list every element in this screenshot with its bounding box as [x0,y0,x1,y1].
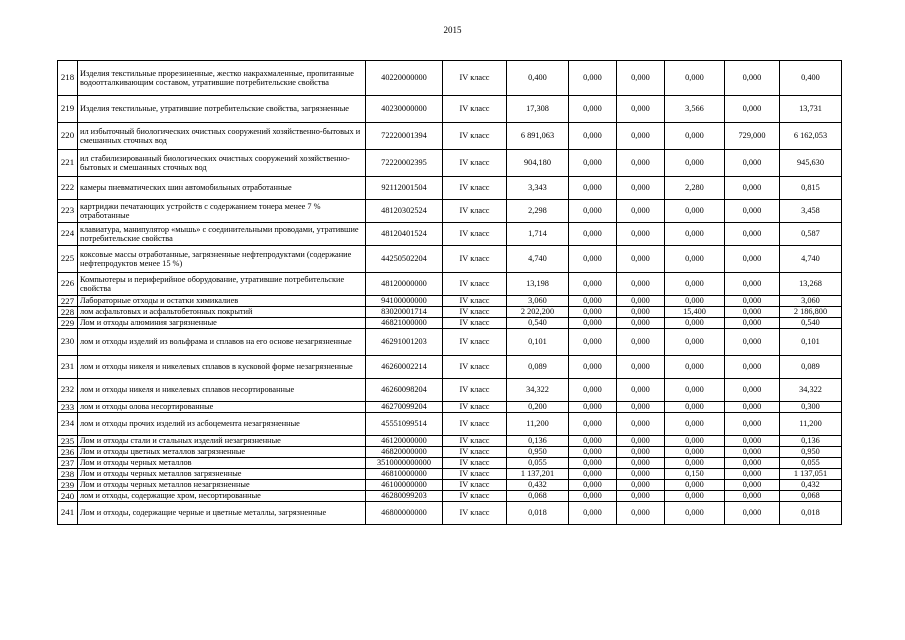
value-cell-5: 0,000 [725,329,780,356]
row-number-cell: 240 [58,491,78,502]
value-cell-3: 0,000 [617,150,665,177]
row-number-cell: 225 [58,246,78,273]
value-cell-4: 0,000 [665,329,725,356]
table-row [58,458,842,469]
row-number-cell: 238 [58,469,78,480]
value-cell-4: 0,000 [665,246,725,273]
waste-table [57,60,842,525]
value-cell-2: 0,000 [569,356,617,379]
value-cell-2: 0,000 [569,402,617,413]
fkko-code-cell: 48120401524 [366,223,443,246]
waste-name-cell: лом и отходы олова несортированные [78,402,366,413]
value-cell-3: 0,000 [617,329,665,356]
fkko-code-cell: 46270099204 [366,402,443,413]
value-cell-6: 4,740 [780,246,842,273]
value-cell-1: 3,343 [507,177,569,200]
hazard-class-cell: IV класс [443,177,507,200]
value-cell-1: 0,136 [507,436,569,447]
waste-name-cell: лом асфальтовых и асфальтобетонных покрытий [78,307,366,318]
waste-name-cell: лом и отходы никеля и никелевых сплавов в кусковой форме незагрязненные [78,356,366,379]
hazard-class-cell: IV класс [443,502,507,525]
value-cell-6: 13,731 [780,96,842,123]
value-cell-5: 0,000 [725,379,780,402]
fkko-code-cell: 40220000000 [366,61,443,96]
value-cell-1: 0,101 [507,329,569,356]
row-number-cell: 222 [58,177,78,200]
value-cell-1: 34,322 [507,379,569,402]
hazard-class-cell: IV класс [443,123,507,150]
row-number-cell: 239 [58,480,78,491]
value-cell-4: 15,400 [665,307,725,318]
value-cell-2: 0,000 [569,246,617,273]
value-cell-1: 6 891,063 [507,123,569,150]
value-cell-4: 0,000 [665,123,725,150]
value-cell-5: 0,000 [725,447,780,458]
value-cell-2: 0,000 [569,150,617,177]
fkko-code-cell: 46100000000 [366,480,443,491]
value-cell-3: 0,000 [617,273,665,296]
hazard-class-cell: IV класс [443,458,507,469]
hazard-class-cell: IV класс [443,96,507,123]
value-cell-5: 0,000 [725,273,780,296]
value-cell-1: 0,200 [507,402,569,413]
table-row [58,200,842,223]
value-cell-1: 1 137,201 [507,469,569,480]
value-cell-6: 13,268 [780,273,842,296]
waste-name-cell: Лом и отходы черных металлов загрязненные [78,469,366,480]
value-cell-2: 0,000 [569,123,617,150]
value-cell-5: 0,000 [725,177,780,200]
value-cell-3: 0,000 [617,296,665,307]
value-cell-2: 0,000 [569,469,617,480]
value-cell-5: 0,000 [725,356,780,379]
value-cell-6: 0,101 [780,329,842,356]
value-cell-6: 0,815 [780,177,842,200]
value-cell-6: 0,400 [780,61,842,96]
value-cell-1: 2 202,200 [507,307,569,318]
value-cell-3: 0,000 [617,469,665,480]
value-cell-4: 0,000 [665,436,725,447]
fkko-code-cell: 46800000000 [366,502,443,525]
value-cell-6: 0,950 [780,447,842,458]
hazard-class-cell: IV класс [443,150,507,177]
value-cell-5: 0,000 [725,502,780,525]
value-cell-4: 0,000 [665,296,725,307]
value-cell-4: 0,000 [665,318,725,329]
table-body [58,61,842,525]
hazard-class-cell: IV класс [443,413,507,436]
fkko-code-cell: 94100000000 [366,296,443,307]
row-number-cell: 230 [58,329,78,356]
value-cell-3: 0,000 [617,223,665,246]
row-number-cell: 237 [58,458,78,469]
value-cell-5: 0,000 [725,296,780,307]
value-cell-1: 0,400 [507,61,569,96]
table-row [58,402,842,413]
value-cell-5: 0,000 [725,223,780,246]
value-cell-1: 11,200 [507,413,569,436]
hazard-class-cell: IV класс [443,447,507,458]
table-row [58,329,842,356]
hazard-class-cell: IV класс [443,436,507,447]
fkko-code-cell: 45551099514 [366,413,443,436]
value-cell-4: 0,000 [665,458,725,469]
row-number-cell: 228 [58,307,78,318]
row-number-cell: 234 [58,413,78,436]
value-cell-2: 0,000 [569,447,617,458]
waste-name-cell: лом и отходы прочих изделий из асбоцемента незагрязненные [78,413,366,436]
value-cell-2: 0,000 [569,413,617,436]
value-cell-1: 17,308 [507,96,569,123]
value-cell-6: 0,018 [780,502,842,525]
fkko-code-cell: 3510000000000 [366,458,443,469]
value-cell-2: 0,000 [569,480,617,491]
value-cell-6: 945,630 [780,150,842,177]
row-number-cell: 223 [58,200,78,223]
value-cell-5: 0,000 [725,61,780,96]
table-row [58,480,842,491]
value-cell-6: 3,458 [780,200,842,223]
waste-name-cell: Лом и отходы черных металлов [78,458,366,469]
value-cell-6: 0,055 [780,458,842,469]
page-number: 2015 [443,25,462,35]
table-row [58,379,842,402]
table-row [58,356,842,379]
value-cell-2: 0,000 [569,273,617,296]
table-row [58,447,842,458]
fkko-code-cell: 48120302524 [366,200,443,223]
waste-name-cell: Изделия текстильные, утратившие потребительские свойства, загрязненные [78,96,366,123]
fkko-code-cell: 72220002395 [366,150,443,177]
table-row [58,307,842,318]
row-number-cell: 218 [58,61,78,96]
row-number-cell: 229 [58,318,78,329]
fkko-code-cell: 44250502204 [366,246,443,273]
table-row [58,318,842,329]
fkko-code-cell: 72220001394 [366,123,443,150]
table-row [58,150,842,177]
value-cell-1: 0,540 [507,318,569,329]
value-cell-2: 0,000 [569,296,617,307]
value-cell-4: 0,000 [665,402,725,413]
value-cell-1: 0,055 [507,458,569,469]
value-cell-1: 4,740 [507,246,569,273]
value-cell-3: 0,000 [617,379,665,402]
value-cell-3: 0,000 [617,502,665,525]
waste-name-cell: Лом и отходы цветных металлов загрязненные [78,447,366,458]
value-cell-3: 0,000 [617,246,665,273]
table-row [58,177,842,200]
hazard-class-cell: IV класс [443,480,507,491]
value-cell-5: 0,000 [725,458,780,469]
value-cell-4: 0,000 [665,480,725,491]
value-cell-3: 0,000 [617,413,665,436]
value-cell-1: 0,950 [507,447,569,458]
table-row [58,296,842,307]
value-cell-4: 0,000 [665,356,725,379]
fkko-code-cell: 46260098204 [366,379,443,402]
value-cell-5: 0,000 [725,318,780,329]
hazard-class-cell: IV класс [443,246,507,273]
value-cell-4: 0,000 [665,273,725,296]
hazard-class-cell: IV класс [443,296,507,307]
value-cell-2: 0,000 [569,96,617,123]
waste-name-cell: Лом и отходы черных металлов незагрязненные [78,480,366,491]
value-cell-3: 0,000 [617,356,665,379]
value-cell-3: 0,000 [617,480,665,491]
table-row [58,491,842,502]
value-cell-1: 1,714 [507,223,569,246]
value-cell-6: 6 162,053 [780,123,842,150]
value-cell-6: 11,200 [780,413,842,436]
hazard-class-cell: IV класс [443,273,507,296]
value-cell-2: 0,000 [569,436,617,447]
table-row [58,413,842,436]
value-cell-4: 0,000 [665,379,725,402]
table-row [58,436,842,447]
value-cell-5: 729,000 [725,123,780,150]
table-row [58,502,842,525]
value-cell-4: 0,000 [665,223,725,246]
value-cell-5: 0,000 [725,96,780,123]
value-cell-4: 0,000 [665,502,725,525]
hazard-class-cell: IV класс [443,379,507,402]
value-cell-4: 0,000 [665,447,725,458]
waste-name-cell: лом и отходы изделий из вольфрама и сплавов на его основе незагрязненные [78,329,366,356]
row-number-cell: 236 [58,447,78,458]
hazard-class-cell: IV класс [443,223,507,246]
value-cell-4: 0,000 [665,200,725,223]
fkko-code-cell: 48120000000 [366,273,443,296]
value-cell-4: 0,150 [665,469,725,480]
value-cell-3: 0,000 [617,458,665,469]
value-cell-6: 0,587 [780,223,842,246]
value-cell-5: 0,000 [725,150,780,177]
row-number-cell: 219 [58,96,78,123]
value-cell-4: 0,000 [665,150,725,177]
waste-name-cell: коксовые массы отработанные, загрязненные нефтепродуктами (содержание нефтепродуктов менее 15 %) [78,246,366,273]
waste-name-cell: камеры пневматических шин автомобильных отработанные [78,177,366,200]
value-cell-2: 0,000 [569,318,617,329]
value-cell-4: 0,000 [665,491,725,502]
fkko-code-cell: 46810000000 [366,469,443,480]
waste-name-cell: лом и отходы, содержащие хром, несортированные [78,491,366,502]
value-cell-5: 0,000 [725,402,780,413]
value-cell-2: 0,000 [569,458,617,469]
value-cell-1: 0,432 [507,480,569,491]
waste-name-cell: ил избыточный биологических очистных сооружений хозяйственно-бытовых и смешанных сточных вод [78,123,366,150]
value-cell-3: 0,000 [617,307,665,318]
row-number-cell: 241 [58,502,78,525]
hazard-class-cell: IV класс [443,61,507,96]
value-cell-3: 0,000 [617,436,665,447]
fkko-code-cell: 92112001504 [366,177,443,200]
value-cell-1: 0,018 [507,502,569,525]
hazard-class-cell: IV класс [443,491,507,502]
row-number-cell: 231 [58,356,78,379]
value-cell-2: 0,000 [569,200,617,223]
hazard-class-cell: IV класс [443,402,507,413]
table-row [58,123,842,150]
fkko-code-cell: 46120000000 [366,436,443,447]
waste-name-cell: Компьютеры и периферийное оборудование, утратившие потребительские свойства [78,273,366,296]
row-number-cell: 227 [58,296,78,307]
value-cell-6: 2 186,800 [780,307,842,318]
value-cell-3: 0,000 [617,61,665,96]
value-cell-2: 0,000 [569,502,617,525]
value-cell-4: 0,000 [665,413,725,436]
value-cell-6: 0,068 [780,491,842,502]
value-cell-1: 3,060 [507,296,569,307]
value-cell-6: 0,300 [780,402,842,413]
waste-name-cell: клавиатура, манипулятор «мышь» с соединительными проводами, утратившие потребительские свойства [78,223,366,246]
value-cell-5: 0,000 [725,307,780,318]
table-row [58,273,842,296]
row-number-cell: 226 [58,273,78,296]
hazard-class-cell: IV класс [443,356,507,379]
table-row [58,246,842,273]
value-cell-6: 0,540 [780,318,842,329]
value-cell-3: 0,000 [617,96,665,123]
row-number-cell: 224 [58,223,78,246]
fkko-code-cell: 46280099203 [366,491,443,502]
table-row [58,223,842,246]
waste-name-cell: картриджи печатающих устройств с содержанием тонера менее 7 % отработанные [78,200,366,223]
value-cell-3: 0,000 [617,177,665,200]
hazard-class-cell: IV класс [443,318,507,329]
fkko-code-cell: 46291001203 [366,329,443,356]
value-cell-2: 0,000 [569,379,617,402]
row-number-cell: 235 [58,436,78,447]
waste-name-cell: Лом и отходы стали и стальных изделий незагрязненные [78,436,366,447]
row-number-cell: 220 [58,123,78,150]
hazard-class-cell: IV класс [443,329,507,356]
value-cell-2: 0,000 [569,61,617,96]
value-cell-2: 0,000 [569,223,617,246]
value-cell-2: 0,000 [569,307,617,318]
waste-name-cell: Изделия текстильные прорезиненные, жестко накрахмаленные, пропитанные водоотталкивающим составом, утратившие потребительские свойства [78,61,366,96]
value-cell-1: 2,298 [507,200,569,223]
value-cell-5: 0,000 [725,491,780,502]
value-cell-3: 0,000 [617,318,665,329]
fkko-code-cell: 46820000000 [366,447,443,458]
value-cell-5: 0,000 [725,413,780,436]
waste-name-cell: ил стабилизированный биологических очистных сооружений хозяйственно-бытовых и смешанных сточных вод [78,150,366,177]
value-cell-1: 0,068 [507,491,569,502]
value-cell-6: 3,060 [780,296,842,307]
table-row [58,469,842,480]
value-cell-5: 0,000 [725,436,780,447]
value-cell-3: 0,000 [617,402,665,413]
value-cell-3: 0,000 [617,447,665,458]
value-cell-6: 0,136 [780,436,842,447]
value-cell-4: 3,566 [665,96,725,123]
value-cell-3: 0,000 [617,491,665,502]
value-cell-5: 0,000 [725,200,780,223]
value-cell-3: 0,000 [617,200,665,223]
hazard-class-cell: IV класс [443,307,507,318]
value-cell-2: 0,000 [569,177,617,200]
waste-name-cell: Лабораторные отходы и остатки химикалиев [78,296,366,307]
value-cell-3: 0,000 [617,123,665,150]
table-row [58,96,842,123]
row-number-cell: 221 [58,150,78,177]
row-number-cell: 233 [58,402,78,413]
value-cell-4: 2,280 [665,177,725,200]
fkko-code-cell: 83020001714 [366,307,443,318]
fkko-code-cell: 40230000000 [366,96,443,123]
value-cell-5: 0,000 [725,480,780,491]
waste-name-cell: Лом и отходы алюминия загрязненные [78,318,366,329]
hazard-class-cell: IV класс [443,200,507,223]
value-cell-5: 0,000 [725,246,780,273]
value-cell-1: 13,198 [507,273,569,296]
waste-name-cell: Лом и отходы, содержащие черные и цветные металлы, загрязненные [78,502,366,525]
value-cell-2: 0,000 [569,329,617,356]
value-cell-6: 34,322 [780,379,842,402]
hazard-class-cell: IV класс [443,469,507,480]
value-cell-1: 904,180 [507,150,569,177]
value-cell-6: 0,089 [780,356,842,379]
value-cell-6: 0,432 [780,480,842,491]
value-cell-1: 0,089 [507,356,569,379]
value-cell-4: 0,000 [665,61,725,96]
value-cell-5: 0,000 [725,469,780,480]
table-row [58,61,842,96]
waste-name-cell: лом и отходы никеля и никелевых сплавов несортированные [78,379,366,402]
fkko-code-cell: 46821000000 [366,318,443,329]
fkko-code-cell: 46260002214 [366,356,443,379]
value-cell-2: 0,000 [569,491,617,502]
row-number-cell: 232 [58,379,78,402]
value-cell-6: 1 137,051 [780,469,842,480]
